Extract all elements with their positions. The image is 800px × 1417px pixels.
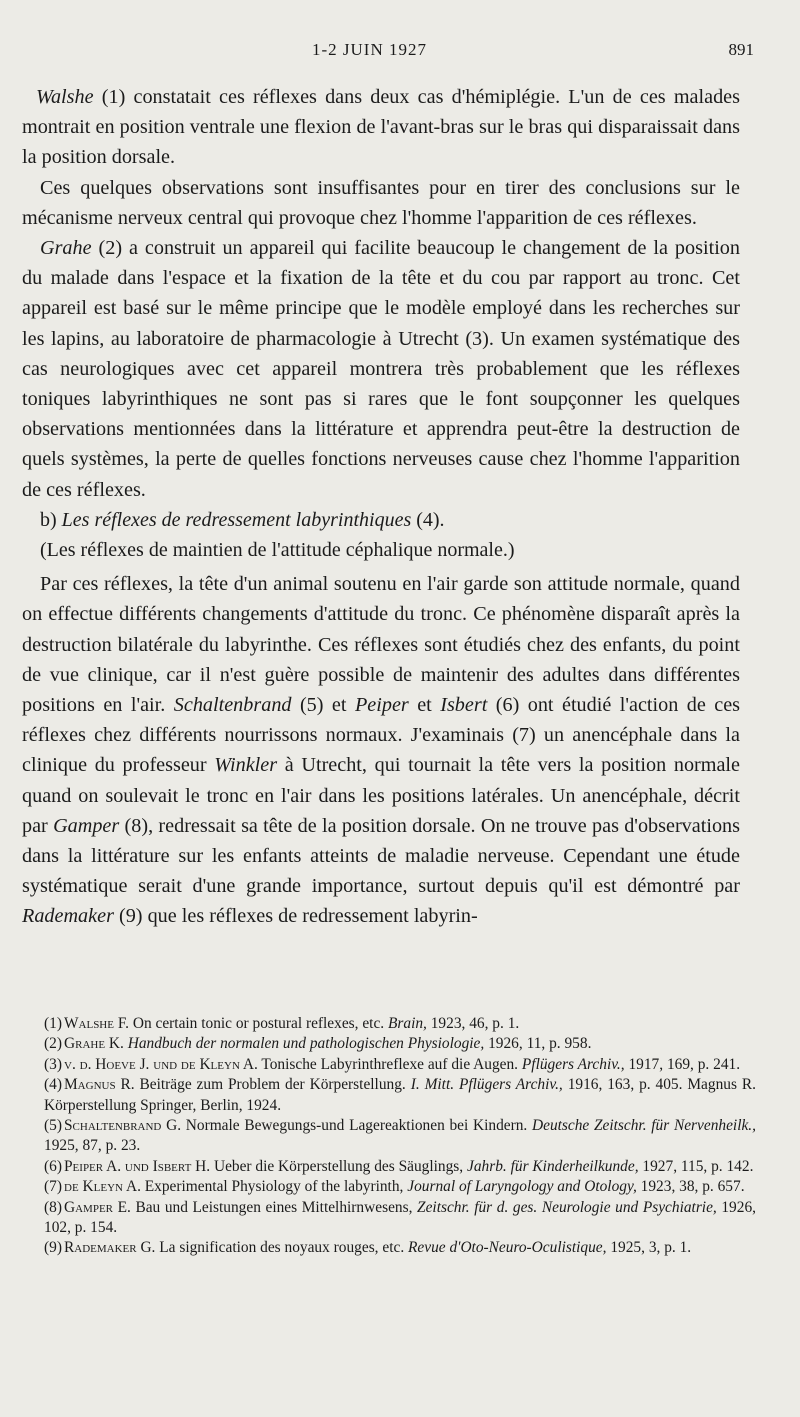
footnote-number: (9) bbox=[44, 1239, 62, 1257]
footnote bbox=[44, 1157, 756, 1177]
paragraph-text: et bbox=[408, 694, 441, 717]
footnote-number: (5) bbox=[44, 1117, 62, 1135]
footnote-author: v. d. Hoeve J. und de Kleyn A. bbox=[64, 1055, 258, 1073]
paragraph-text: (8), redressait sa tête de la position dorsale. On ne trouve pas d'observations dans la littérature sur les enfants atteints de maladie nerveuse. Cependant une étude systématique serait d'une grande importance, surtout depuis qu'il est démontré par bbox=[22, 814, 740, 898]
footnote-author: Grahe K. bbox=[64, 1035, 124, 1053]
paragraph-text: (9) que les réflexes de redressement labyrin- bbox=[113, 905, 478, 928]
footnote bbox=[44, 1177, 756, 1197]
footnote-text: 1925, 87, p. 23. bbox=[44, 1137, 141, 1155]
footnote bbox=[44, 1198, 756, 1239]
footnote-text: Normale Bewegungs-und Lagereaktionen bei Kindern. bbox=[181, 1117, 532, 1135]
footnote-text: 1923, 46, p. 1. bbox=[426, 1015, 520, 1032]
footnote-author: Rademaker G. bbox=[64, 1239, 156, 1257]
footnote-text: 1926, 11, p. 958. bbox=[484, 1035, 592, 1053]
paragraph-text: (6) ont étudié l'action de ces réflexes chez différents nourrissons normaux. J'examinais (7) un anencéphale dans la clinique du professeur bbox=[22, 694, 741, 777]
footnote-text: 1917, 169, p. 241. bbox=[624, 1055, 741, 1073]
footnote-text: Ueber die Körperstellung des Säuglings, bbox=[210, 1157, 467, 1175]
footnote-source: Journal of Laryngology and Otology, bbox=[407, 1178, 637, 1196]
header-date: 1-2 JUIN 1927 bbox=[312, 40, 427, 59]
author-name: Gamper bbox=[53, 814, 120, 837]
footnote bbox=[44, 1034, 756, 1054]
footnote-source: Jahrb. für Kinderheilkunde, bbox=[467, 1157, 639, 1175]
footnote-source: I. Mitt. Pflügers Archiv., bbox=[410, 1076, 563, 1094]
footnote-number: (6) bbox=[44, 1157, 62, 1175]
footnote-text: 1916, 163, p. 405. Magnus R. Körperstellung Springer, Berlin, 1924. bbox=[44, 1076, 756, 1114]
footnote-text: La signification des noyaux rouges, etc. bbox=[155, 1239, 409, 1257]
footnote bbox=[44, 1116, 756, 1157]
paragraph bbox=[22, 82, 740, 173]
footnote-source: Brain, bbox=[387, 1015, 427, 1032]
footnotes bbox=[44, 1014, 756, 1259]
author-name: Rademaker bbox=[22, 905, 114, 928]
footnote bbox=[44, 1075, 756, 1116]
footnote-number: (7) bbox=[44, 1178, 62, 1196]
footnote-source: Deutsche Zeitschr. für Nervenheilk., bbox=[532, 1117, 756, 1135]
author-name: Schaltenbrand bbox=[173, 694, 292, 717]
footnote-source: Revue d'Oto-Neuro-Oculistique, bbox=[408, 1239, 607, 1257]
section-title: Les réflexes de redressement labyrinthiques bbox=[61, 508, 412, 531]
paragraph-text: (2) a construit un appareil qui facilite beaucoup le changement de la position du malade dans l'espace et la fixation de la tête et du cou par rapport au tronc. Cet appareil est basé sur le même principe que le modèle employé dans les recherches sur les lapins, au laboratoire de pharmacologie à Utrecht (3). Un examen systématique des cas neurologiques avec cet appareil montrera très probablement que les réflexes toniques labyrinthiques ne sont pas si rares que le font soupçonner les quelques observations mentionnées dans la littérature et apprendra peut-être la destruction de quels systèmes, la perte de quelles fonctions nerveuses cause chez l'homme l'apparition de ces réflexes. bbox=[22, 237, 740, 501]
footnote-author: Schaltenbrand G. bbox=[64, 1117, 182, 1135]
footnote-author: de Kleyn A. bbox=[64, 1178, 141, 1196]
running-header bbox=[0, 40, 800, 64]
footnote-author: Peiper A. und Isbert H. bbox=[64, 1157, 211, 1175]
section-heading bbox=[22, 505, 740, 535]
footnote-number: (4) bbox=[44, 1076, 62, 1094]
paragraph bbox=[22, 569, 740, 931]
footnote-number: (2) bbox=[44, 1035, 62, 1053]
author-name: Winkler bbox=[214, 754, 278, 777]
footnote-author: Walshe F. bbox=[64, 1015, 129, 1032]
footnote-number: (8) bbox=[44, 1198, 62, 1216]
footnote-source: Zeitschr. für d. ges. Neurologie und Psychiatrie, bbox=[417, 1198, 717, 1216]
footnote bbox=[44, 1055, 756, 1075]
footnote-source: Handbuch der normalen und pathologischen Physiologie, bbox=[127, 1035, 485, 1053]
author-name: Walshe bbox=[36, 86, 94, 108]
author-name: Peiper bbox=[354, 694, 409, 717]
footnote bbox=[44, 1014, 756, 1034]
footnote-number: (1) bbox=[44, 1015, 62, 1032]
footnote-text: 1925, 3, p. 1. bbox=[606, 1239, 692, 1257]
section-subtitle: (Les réflexes de maintien de l'attitude céphalique normale.) bbox=[40, 539, 515, 562]
author-name: Isbert bbox=[440, 694, 488, 717]
main-text bbox=[22, 82, 740, 932]
paragraph-text: à Utrecht, qui tournait la tête vers la position normale quand on soulevait le tronc en l'air dans les positions latérales. Un anencéphale, décrit par bbox=[22, 754, 740, 837]
footnote-author: Gamper E. bbox=[64, 1198, 131, 1216]
footnote-text: Beiträge zum Problem der Körperstellung. bbox=[134, 1076, 411, 1094]
section-prefix: b) bbox=[40, 508, 62, 531]
paragraph-text: Ces quelques observations sont insuffisantes pour en tirer des conclusions sur le mécanisme nerveux central qui provoque chez l'homme l'apparition de ces réflexes. bbox=[22, 176, 740, 229]
footnote-text: On certain tonic or postural reflexes, etc. bbox=[129, 1015, 388, 1032]
footnote-author: Magnus R. bbox=[64, 1076, 135, 1094]
section-suffix: (4). bbox=[411, 508, 445, 531]
footnote-source: Pflügers Archiv., bbox=[521, 1055, 625, 1073]
paragraph-text: Par ces réflexes, la tête d'un animal soutenu en l'air garde son attitude normale, quand on effectue différents changements d'attitude du tronc. Ce phénomène disparaît après la destruction bilatérale du labyrinthe. Ces réflexes sont étudiés chez des enfants, du point de vue clinique, car il n'est guère possible de maintenir des adultes dans différentes positions en l'air. bbox=[22, 573, 740, 717]
footnote-text: Experimental Physiology of the labyrinth, bbox=[140, 1178, 408, 1196]
footnote bbox=[44, 1238, 756, 1258]
paragraph bbox=[22, 233, 740, 505]
paragraph-text: (5) et bbox=[291, 694, 355, 717]
footnote-text: Bau und Leistungen eines Mittelhirnwesens, bbox=[130, 1198, 418, 1216]
paragraph-text: (1) constatait ces réflexes dans deux cas d'hémiplégie. L'un de ces malades montrait en position ventrale une flexion de l'avant-bras sur le bras qui disparaissait dans la position dorsale. bbox=[22, 86, 740, 169]
footnote-text: 1927, 115, p. 142. bbox=[638, 1157, 754, 1175]
page-number: 891 bbox=[728, 40, 754, 59]
footnote-text: 1926, 102, p. 154. bbox=[44, 1198, 756, 1237]
author-name: Grahe bbox=[40, 237, 92, 260]
footnote-text: Tonische Labyrinthreflexe auf die Augen. bbox=[257, 1055, 522, 1073]
footnote-text: 1923, 38, p. 657. bbox=[636, 1178, 745, 1196]
paragraph bbox=[22, 173, 740, 233]
footnote-number: (3) bbox=[44, 1055, 62, 1073]
